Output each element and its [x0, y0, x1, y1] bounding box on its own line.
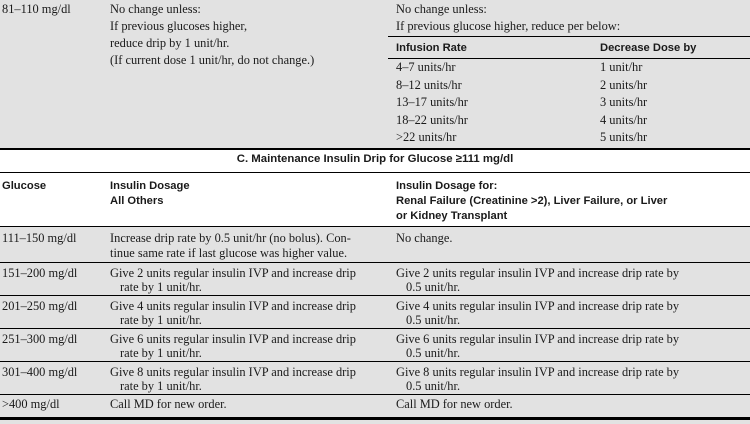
renal-line: Call MD for new order.: [396, 397, 513, 411]
all-others-line: rate by 1 unit/hr.: [120, 280, 202, 294]
subtable-row: [0, 77, 750, 95]
subtable-row: [0, 112, 750, 130]
glucose-cell: >400 mg/dl: [2, 397, 60, 411]
section-c-title-rule: [0, 172, 750, 173]
decrease-dose-cell: 4 units/hr: [600, 112, 648, 127]
all-others-line: Increase drip rate by 0.5 unit/hr (no bolus). Con-: [110, 231, 351, 245]
glucose-cell: 111–150 mg/dl: [2, 231, 77, 245]
all-others-line: Call MD for new order.: [110, 397, 227, 411]
renal-line: Give 6 units regular insulin IVP and increase drip rate by: [396, 332, 680, 346]
subtable-header-infusion-rate: Infusion Rate: [396, 42, 467, 54]
top-glucose-cell: 81–110 mg/dl: [2, 2, 71, 16]
renal-line: Give 4 units regular insulin IVP and increase drip rate by: [396, 299, 680, 313]
renal-line: 0.5 unit/hr.: [406, 280, 461, 294]
glucose-cell: 251–300 mg/dl: [2, 332, 78, 346]
all-others-line: rate by 1 unit/hr.: [120, 346, 202, 360]
top-renal-line: If previous glucose higher, reduce per below:: [396, 19, 621, 33]
glucose-cell: 151–200 mg/dl: [2, 266, 78, 280]
data-rows: [0, 229, 750, 415]
infusion-rate-cell: 4–7 units/hr: [396, 60, 456, 74]
table-row: [0, 229, 750, 263]
table-row: [0, 329, 750, 362]
all-others-line: rate by 1 unit/hr.: [120, 313, 202, 327]
bottom-strip: [0, 420, 750, 424]
all-others-line: rate by 1 unit/hr.: [120, 379, 202, 393]
table-row: [0, 263, 750, 296]
decrease-dose-cell: 5 units/hr: [600, 130, 648, 145]
header-all-others-line2: All Others: [110, 195, 164, 207]
header-all-others-line1: Insulin Dosage: [110, 180, 190, 192]
section-c-title: C. Maintenance Insulin Drip for Glucose ≥111 mg/dl: [236, 153, 514, 165]
subtable-rows: [0, 59, 750, 147]
infusion-rate-cell: >22 units/hr: [396, 130, 457, 145]
all-others-line: Give 6 units regular insulin IVP and increase drip: [110, 332, 356, 346]
subtable-header-decrease-dose: Decrease Dose by: [600, 42, 697, 54]
subtable-row: [0, 59, 750, 77]
header-glucose: Glucose: [2, 180, 47, 192]
renal-line: 0.5 unit/hr.: [406, 379, 461, 393]
all-others-line: Give 4 units regular insulin IVP and increase drip: [110, 299, 356, 313]
table-row: [0, 395, 750, 415]
table-row: [0, 296, 750, 329]
header-renal-line2: Renal Failure (Creatinine >2), Liver Failure, or Liver: [396, 195, 668, 207]
renal-line: Give 2 units regular insulin IVP and increase drip rate by: [396, 266, 680, 280]
renal-line: 0.5 unit/hr.: [406, 346, 461, 360]
infusion-rate-cell: 13–17 units/hr: [396, 95, 468, 110]
all-others-line: Give 8 units regular insulin IVP and increase drip: [110, 365, 356, 379]
decrease-dose-cell: 1 unit/hr: [600, 60, 643, 74]
renal-line: No change.: [396, 231, 453, 245]
subtable-top-rule: [388, 36, 750, 37]
all-others-line: Give 2 units regular insulin IVP and increase drip: [110, 266, 356, 280]
infusion-rate-cell: 8–12 units/hr: [396, 77, 462, 92]
subtable-row: [0, 129, 750, 147]
decrease-dose-cell: 2 units/hr: [600, 77, 648, 92]
table-row: [0, 362, 750, 395]
header-renal-line3: or Kidney Transplant: [396, 210, 508, 222]
top-renal-cell: [396, 1, 620, 35]
glucose-cell: 201–250 mg/dl: [2, 299, 78, 313]
top-others-line: If previous glucoses higher,: [110, 19, 248, 33]
top-others-line: (If current dose 1 unit/hr, do not change.): [110, 53, 315, 67]
section-c-top-rule: [0, 148, 750, 150]
decrease-dose-cell: 3 units/hr: [600, 95, 648, 110]
top-others-line: No change unless:: [110, 2, 201, 16]
top-renal-line: No change unless:: [396, 2, 487, 16]
all-others-line: tinue same rate if last glucose was higher value.: [110, 246, 348, 260]
infusion-rate-cell: 18–22 units/hr: [396, 112, 468, 127]
renal-line: 0.5 unit/hr.: [406, 313, 461, 327]
top-others-line: reduce drip by 1 unit/hr.: [110, 36, 230, 50]
renal-line: Give 8 units regular insulin IVP and increase drip rate by: [396, 365, 680, 379]
glucose-cell: 301–400 mg/dl: [2, 365, 78, 379]
header-renal-line1: Insulin Dosage for:: [396, 180, 498, 192]
subtable-row: [0, 94, 750, 112]
